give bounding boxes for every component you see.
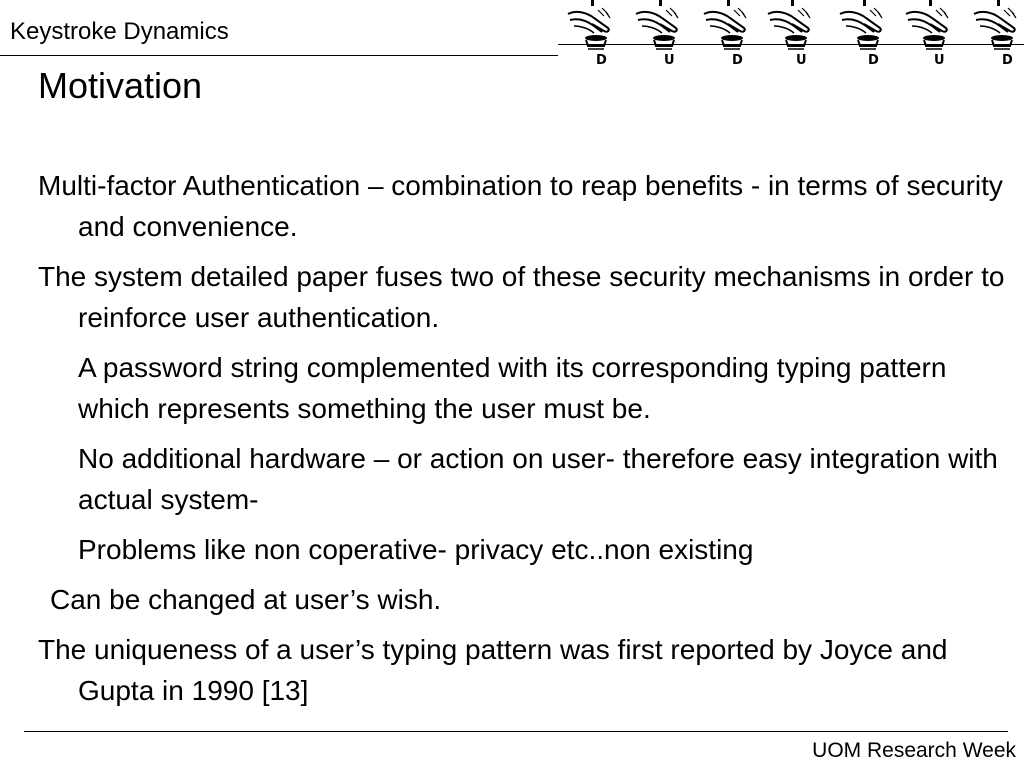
header-title: Keystroke Dynamics <box>10 18 229 45</box>
plain-paragraph: Can be changed at user’s wish. <box>50 584 442 615</box>
slide-title: Motivation <box>38 65 203 106</box>
typing-hands-icon <box>558 0 1024 66</box>
bullet-paragraph: The uniqueness of a user’s typing pattern was first reported by Joyce and Gupta in 1990 [13] <box>38 634 948 706</box>
svg-text:D: D <box>732 53 743 66</box>
svg-text:U: U <box>664 53 675 66</box>
bullet-paragraph: The system detailed paper fuses two of these security mechanisms in order to reinforce user authentication. <box>38 261 1005 333</box>
svg-text:D: D <box>596 53 607 66</box>
header-divider <box>0 55 558 56</box>
sub-paragraph: A password string complemented with its corresponding typing pattern which represents something the user must be. <box>78 352 947 424</box>
svg-text:U: U <box>796 53 807 66</box>
svg-text:D: D <box>868 53 879 66</box>
svg-text:U: U <box>934 53 945 66</box>
slide-body <box>38 165 1013 720</box>
sub-paragraph: Problems like non coperative- privacy etc..non existing <box>78 534 754 565</box>
bullet-paragraph: Multi-factor Authentication – combination to reap benefits - in terms of security and convenience. <box>38 170 1003 242</box>
footer-text: UOM Research Week <box>812 739 1016 762</box>
svg-text:D: D <box>1002 53 1013 66</box>
sub-paragraph: No additional hardware – or action on user- therefore easy integration with actual system- <box>78 443 998 515</box>
footer-divider <box>24 731 1008 732</box>
image-divider <box>558 44 1024 45</box>
